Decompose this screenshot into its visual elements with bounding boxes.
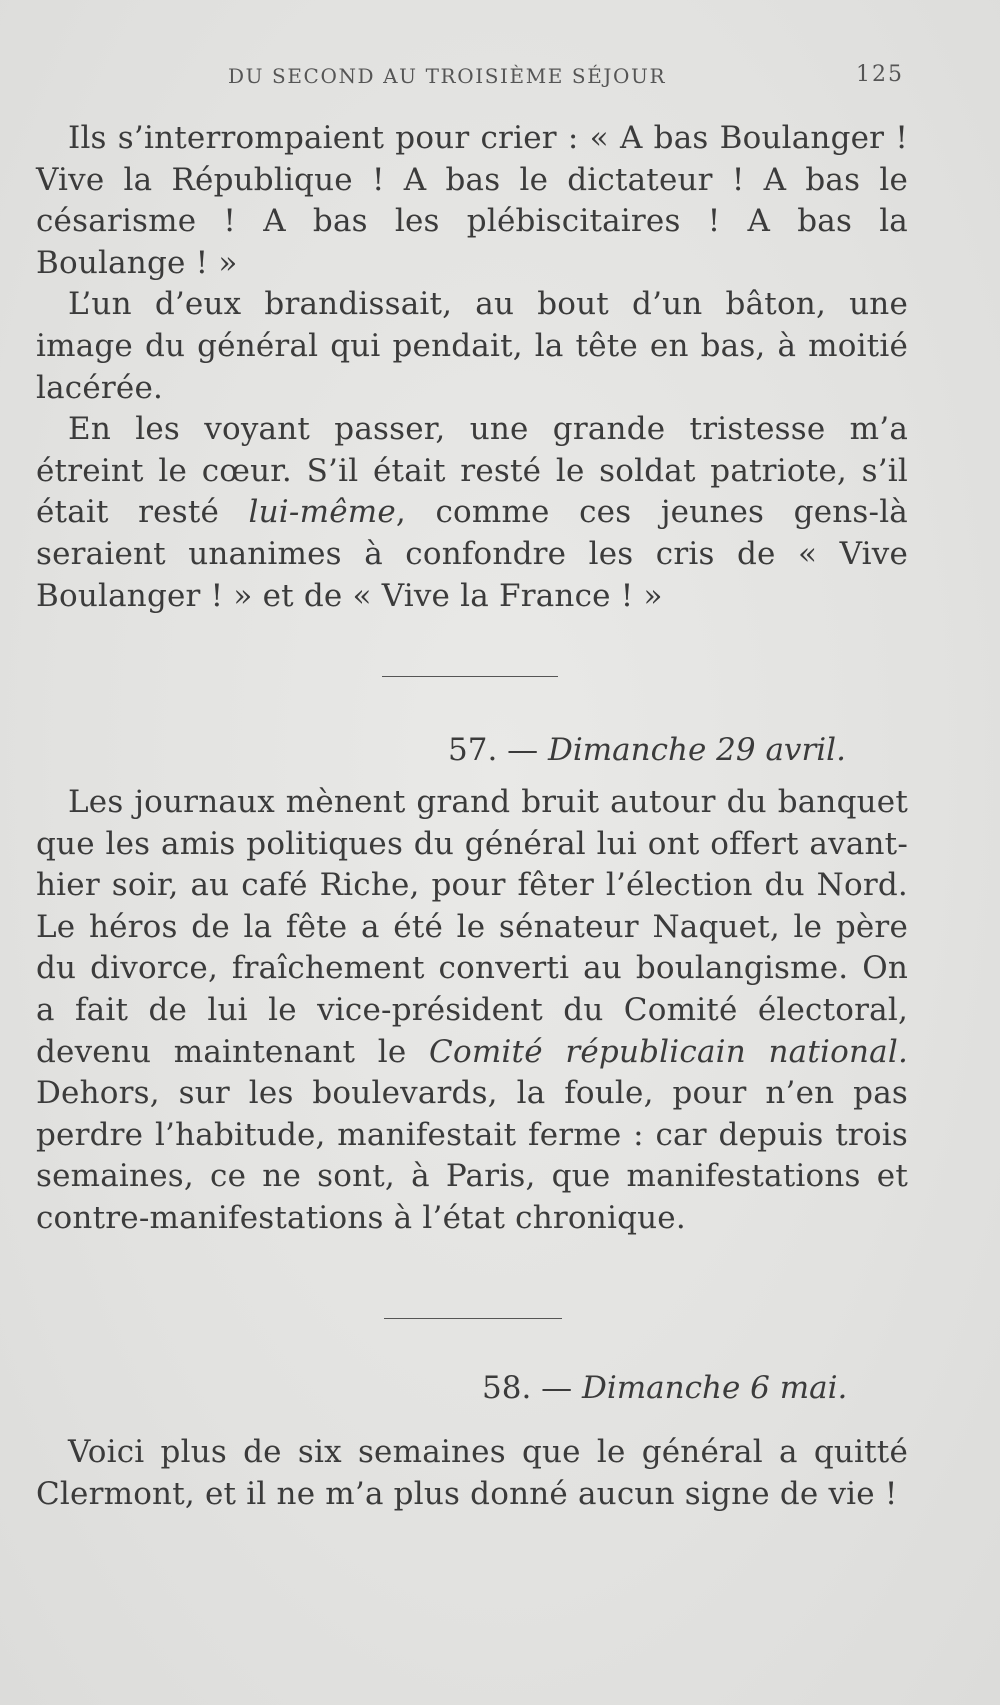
entry-number: 57. — [448, 732, 539, 768]
paragraph-3-italic: lui-même [248, 494, 396, 531]
running-head: DU SECOND AU TROISIÈME SÉJOUR [228, 64, 667, 88]
paragraph-2-text: L’un d’eux brandissait, au bout d’un bâton, une image du général qui pendait, la tête en bas, à moitié lacérée. [36, 286, 908, 406]
paragraph-3-text-a: En les voyant passer, une grande tristesse m’a étreint le cœur. S’il était resté le soldat patriote, s’il était resté [36, 411, 908, 531]
paragraph-1 [36, 118, 908, 284]
text-block-section-57 [36, 782, 908, 1240]
paragraph-3-text-b: , comme ces jeunes gens-là seraient unanimes à confondre les cris de « Vive Boulanger ! » et de « Vive la France ! » [36, 494, 908, 614]
paragraph-4-text-b: Dehors, sur les boulevards, la foule, pour n’en pas perdre l’habitude, manifestait ferme : car depuis trois semaines, ce ne sont, à Paris, que manifestations et contre-manifestations à l’état chronique. [36, 1075, 908, 1236]
paragraph-1-text: Ils s’interrompaient pour crier : « A bas Boulanger ! Vive la République ! A bas le dictateur ! A bas le césarisme ! A bas les plébiscitaires ! A bas la Boulange ! » [36, 120, 908, 281]
paragraph-5 [36, 1432, 908, 1515]
paragraph-3 [36, 409, 908, 617]
section-divider [384, 1318, 562, 1319]
page-number: 125 [856, 62, 904, 87]
entry-date: Dimanche 6 mai. [582, 1370, 848, 1406]
text-block-section-58 [36, 1432, 908, 1515]
entry-number: 58. — [482, 1370, 573, 1406]
paragraph-4-italic: Comité républicain national. [429, 1033, 908, 1070]
paragraph-4-text-a: Les journaux mènent grand bruit autour du banquet que les amis politiques du général lui ont offert avant-hier soir, au café Riche, pour fêter l’élection du Nord. Le héros de la fête a été le sénateur Naquet, le père du divorce, fraîchement converti au boulangisme. On a fait de lui le vice-président du Comité électoral, devenu maintenant le [36, 784, 908, 1070]
entry-heading-58 [482, 1370, 847, 1406]
paragraph-5-text: Voici plus de six semaines que le général a quitté Clermont, et il ne m’a plus donné aucun signe de vie ! [36, 1434, 908, 1512]
entry-heading-57 [448, 732, 846, 768]
section-divider [382, 676, 558, 677]
text-block-section-56 [36, 118, 908, 617]
paragraph-2 [36, 284, 908, 409]
entry-date: Dimanche 29 avril. [548, 732, 846, 768]
paragraph-4 [36, 782, 908, 1240]
